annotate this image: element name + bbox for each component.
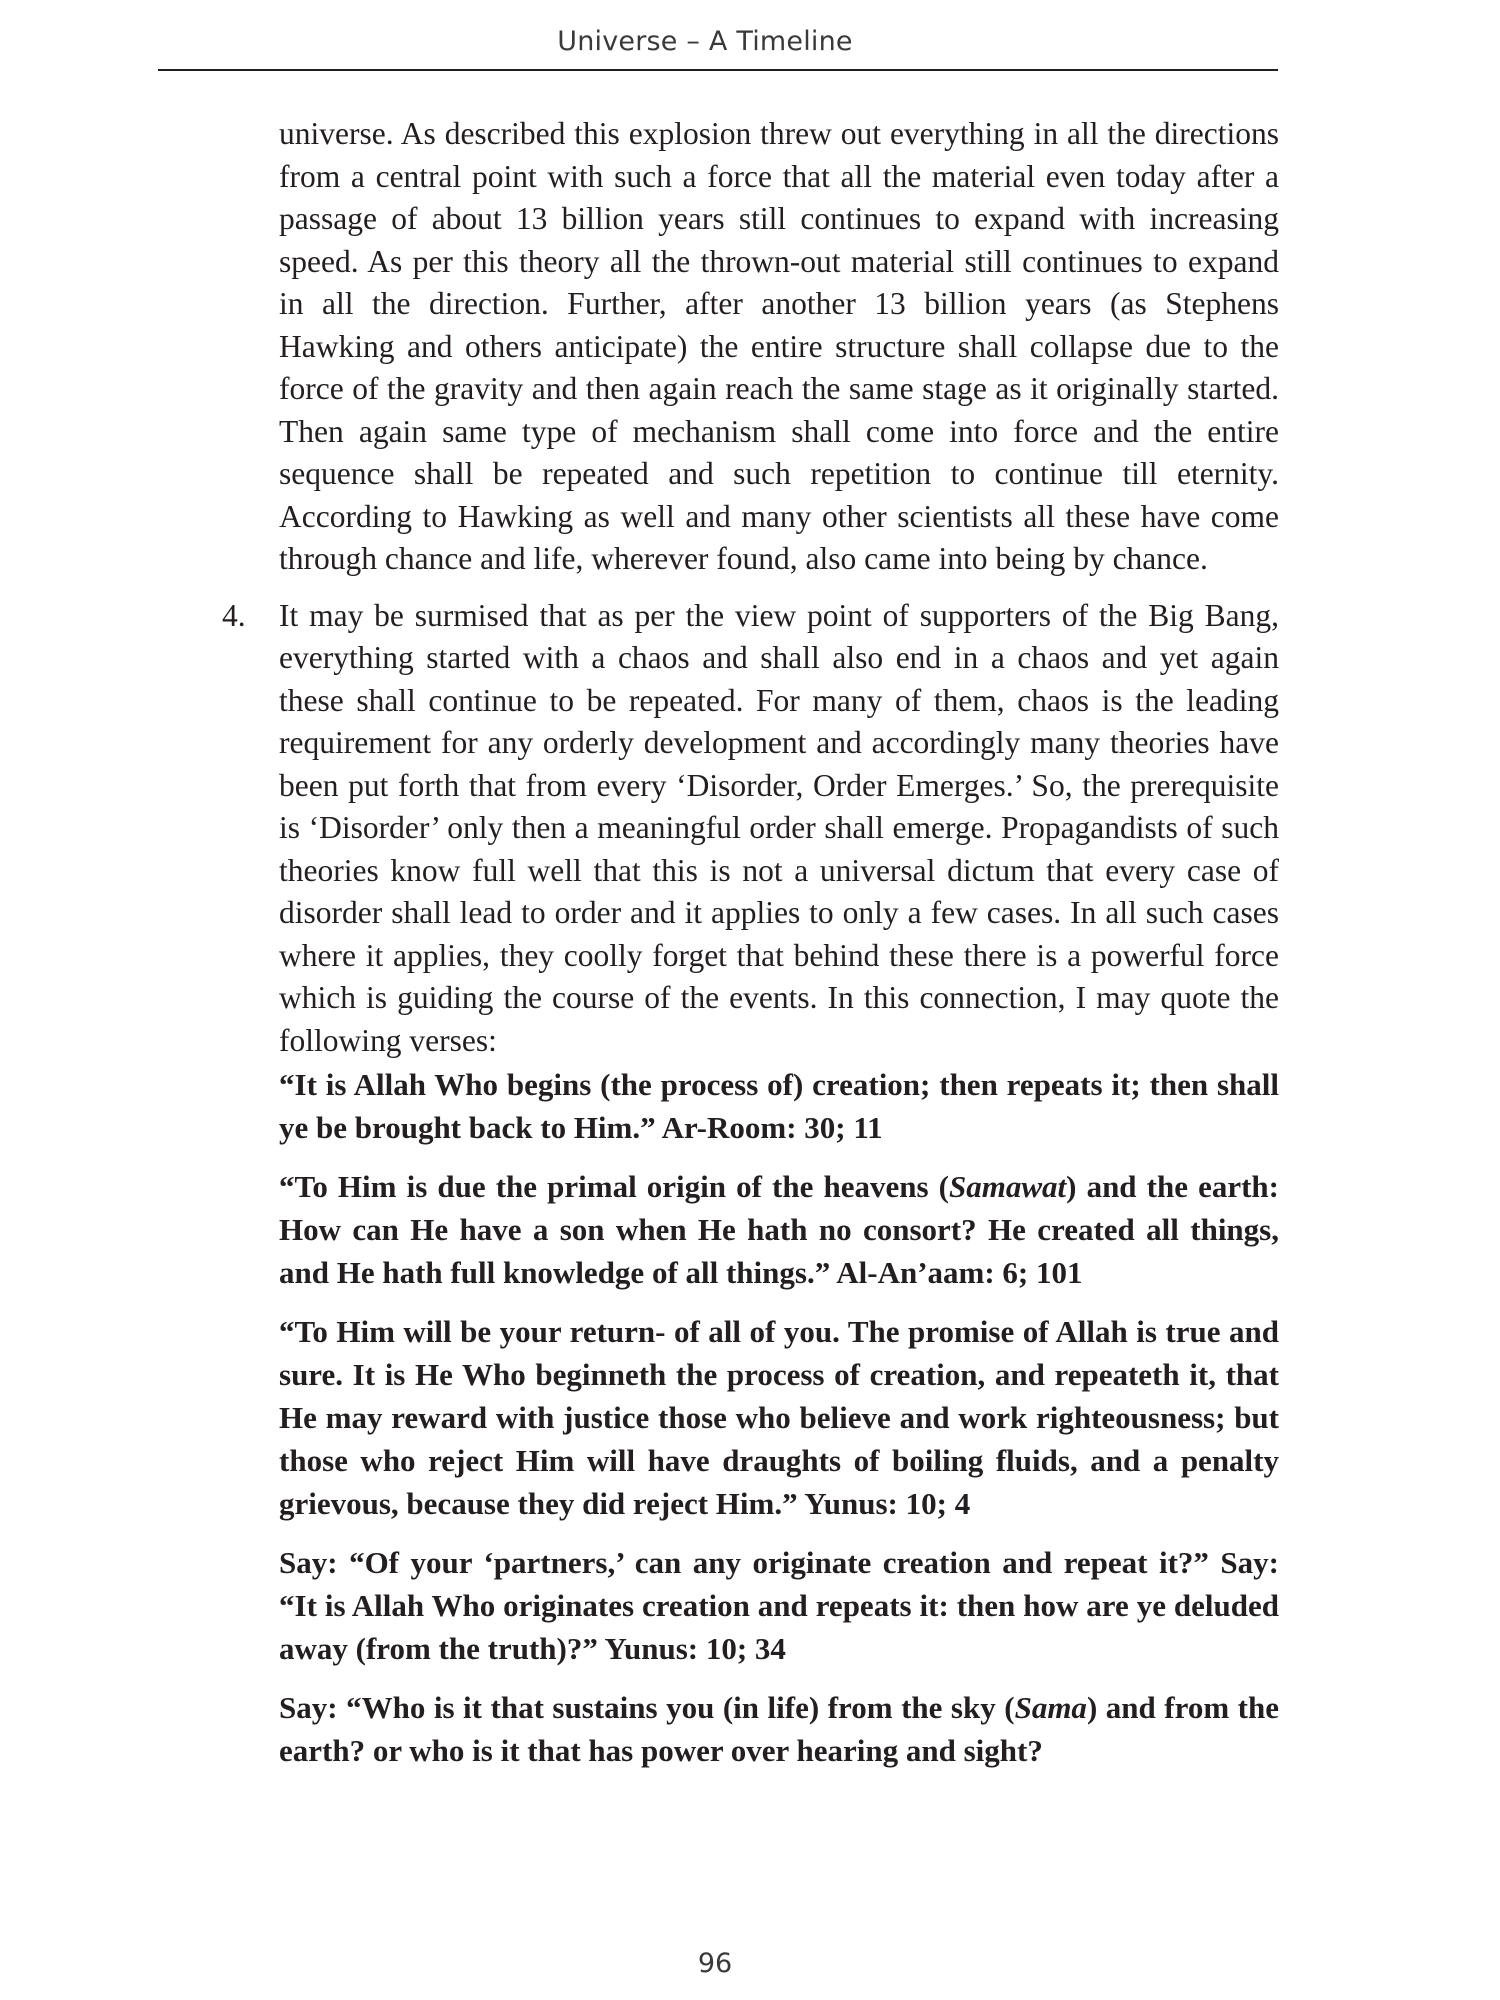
verse-reference: Ar-Room: 30; 11 [661,1110,883,1145]
verse-text: “To Him will be your return- of all of you. The promise of Allah is true and sure. It is He Who beginneth the process of creation, and repeateth it, that He may reward with justice those who believe and work righteousness; but those who reject Him will have draughts of boiling fluids, and a penalty grievous, because they did reject Him.” [279,1314,1279,1521]
verse-reference: Yunus: 10; 34 [604,1631,786,1666]
verse-quote-2 [279,1165,1279,1294]
running-head-title: Universe – A Timeline [557,26,853,57]
page-number: 96 [697,1948,733,1979]
header-rule [158,69,1278,71]
verse-italic-term: Sama [1014,1690,1087,1725]
verse-quote-5 [279,1686,1279,1772]
continuation-paragraph: universe. As described this explosion threw out everything in all the directions from a central point with such a force that all the material even today after a passage of about 13 billion years still continues to expand with increasing speed. As per this theory all the thrown-out material still continues to expand in all the direction. Further, after another 13 billion years (as Stephens Hawking and others anticipate) the entire structure shall collapse due to the force of the gravity and then again reach the same stage as it originally started. Then again same type of mechanism shall come into force and the entire sequence shall be repeated and such repetition to continue till eternity. According to Hawking as well and many other scientists all these have come through chance and life, wherever found, also came into being by chance. [279,116,1279,576]
verse-text-after: ) and from the earth? or who is it that has power over hearing and sight? [279,1690,1279,1768]
verse-quote-1 [279,1063,1279,1149]
verse-quote-3 [279,1310,1279,1525]
list-item-number: 4. [222,597,246,633]
verse-text: “It is Allah Who begins (the process of) creation; then repeats it; then shall ye be brought back to Him.” [279,1067,1279,1145]
list-item-4 [222,595,1279,1773]
verse-italic-term: Samawat [948,1169,1067,1204]
list-item-text: It may be surmised that as per the view point of supporters of the Big Bang, everything started with a chaos and shall also end in a chaos and yet again these shall continue to be repeated. For many of them, chaos is the leading requirement for any orderly development and accordingly many theories have been put forth that from every ‘Disorder, Order Emerges.’ So, the prerequisite is ‘Disorder’ only then a meaningful order shall emerge. Propagandists of such theories know full well that this is not a universal dictum that every case of disorder shall lead to order and it applies to only a few cases. In all such cases where it applies, they coolly forget that behind these there is a powerful force which is guiding the course of the events. In this connection, I may quote the following verses: [279,597,1279,1058]
verse-text-before: “To Him is due the primal origin of the heavens ( [279,1169,949,1204]
verse-reference: Al-An’aam: 6; 101 [836,1255,1083,1290]
verse-text-before: Say: “Who is it that sustains you (in life) from the sky ( [279,1690,1015,1725]
verse-text-after: ) and the earth: How can He have a son when He hath no consort? He created all things, and He hath full knowledge of all things.” [279,1169,1279,1290]
verse-text: Say: “Of your ‘partners,’ can any originate creation and repeat it?” Say: “It is Allah Who originates creation and repeats it: then how are ye deluded away (from the truth)?” [279,1545,1279,1666]
verse-quote-4 [279,1541,1279,1670]
verse-reference: Yunus: 10; 4 [804,1486,971,1521]
page-body [222,113,1279,1772]
